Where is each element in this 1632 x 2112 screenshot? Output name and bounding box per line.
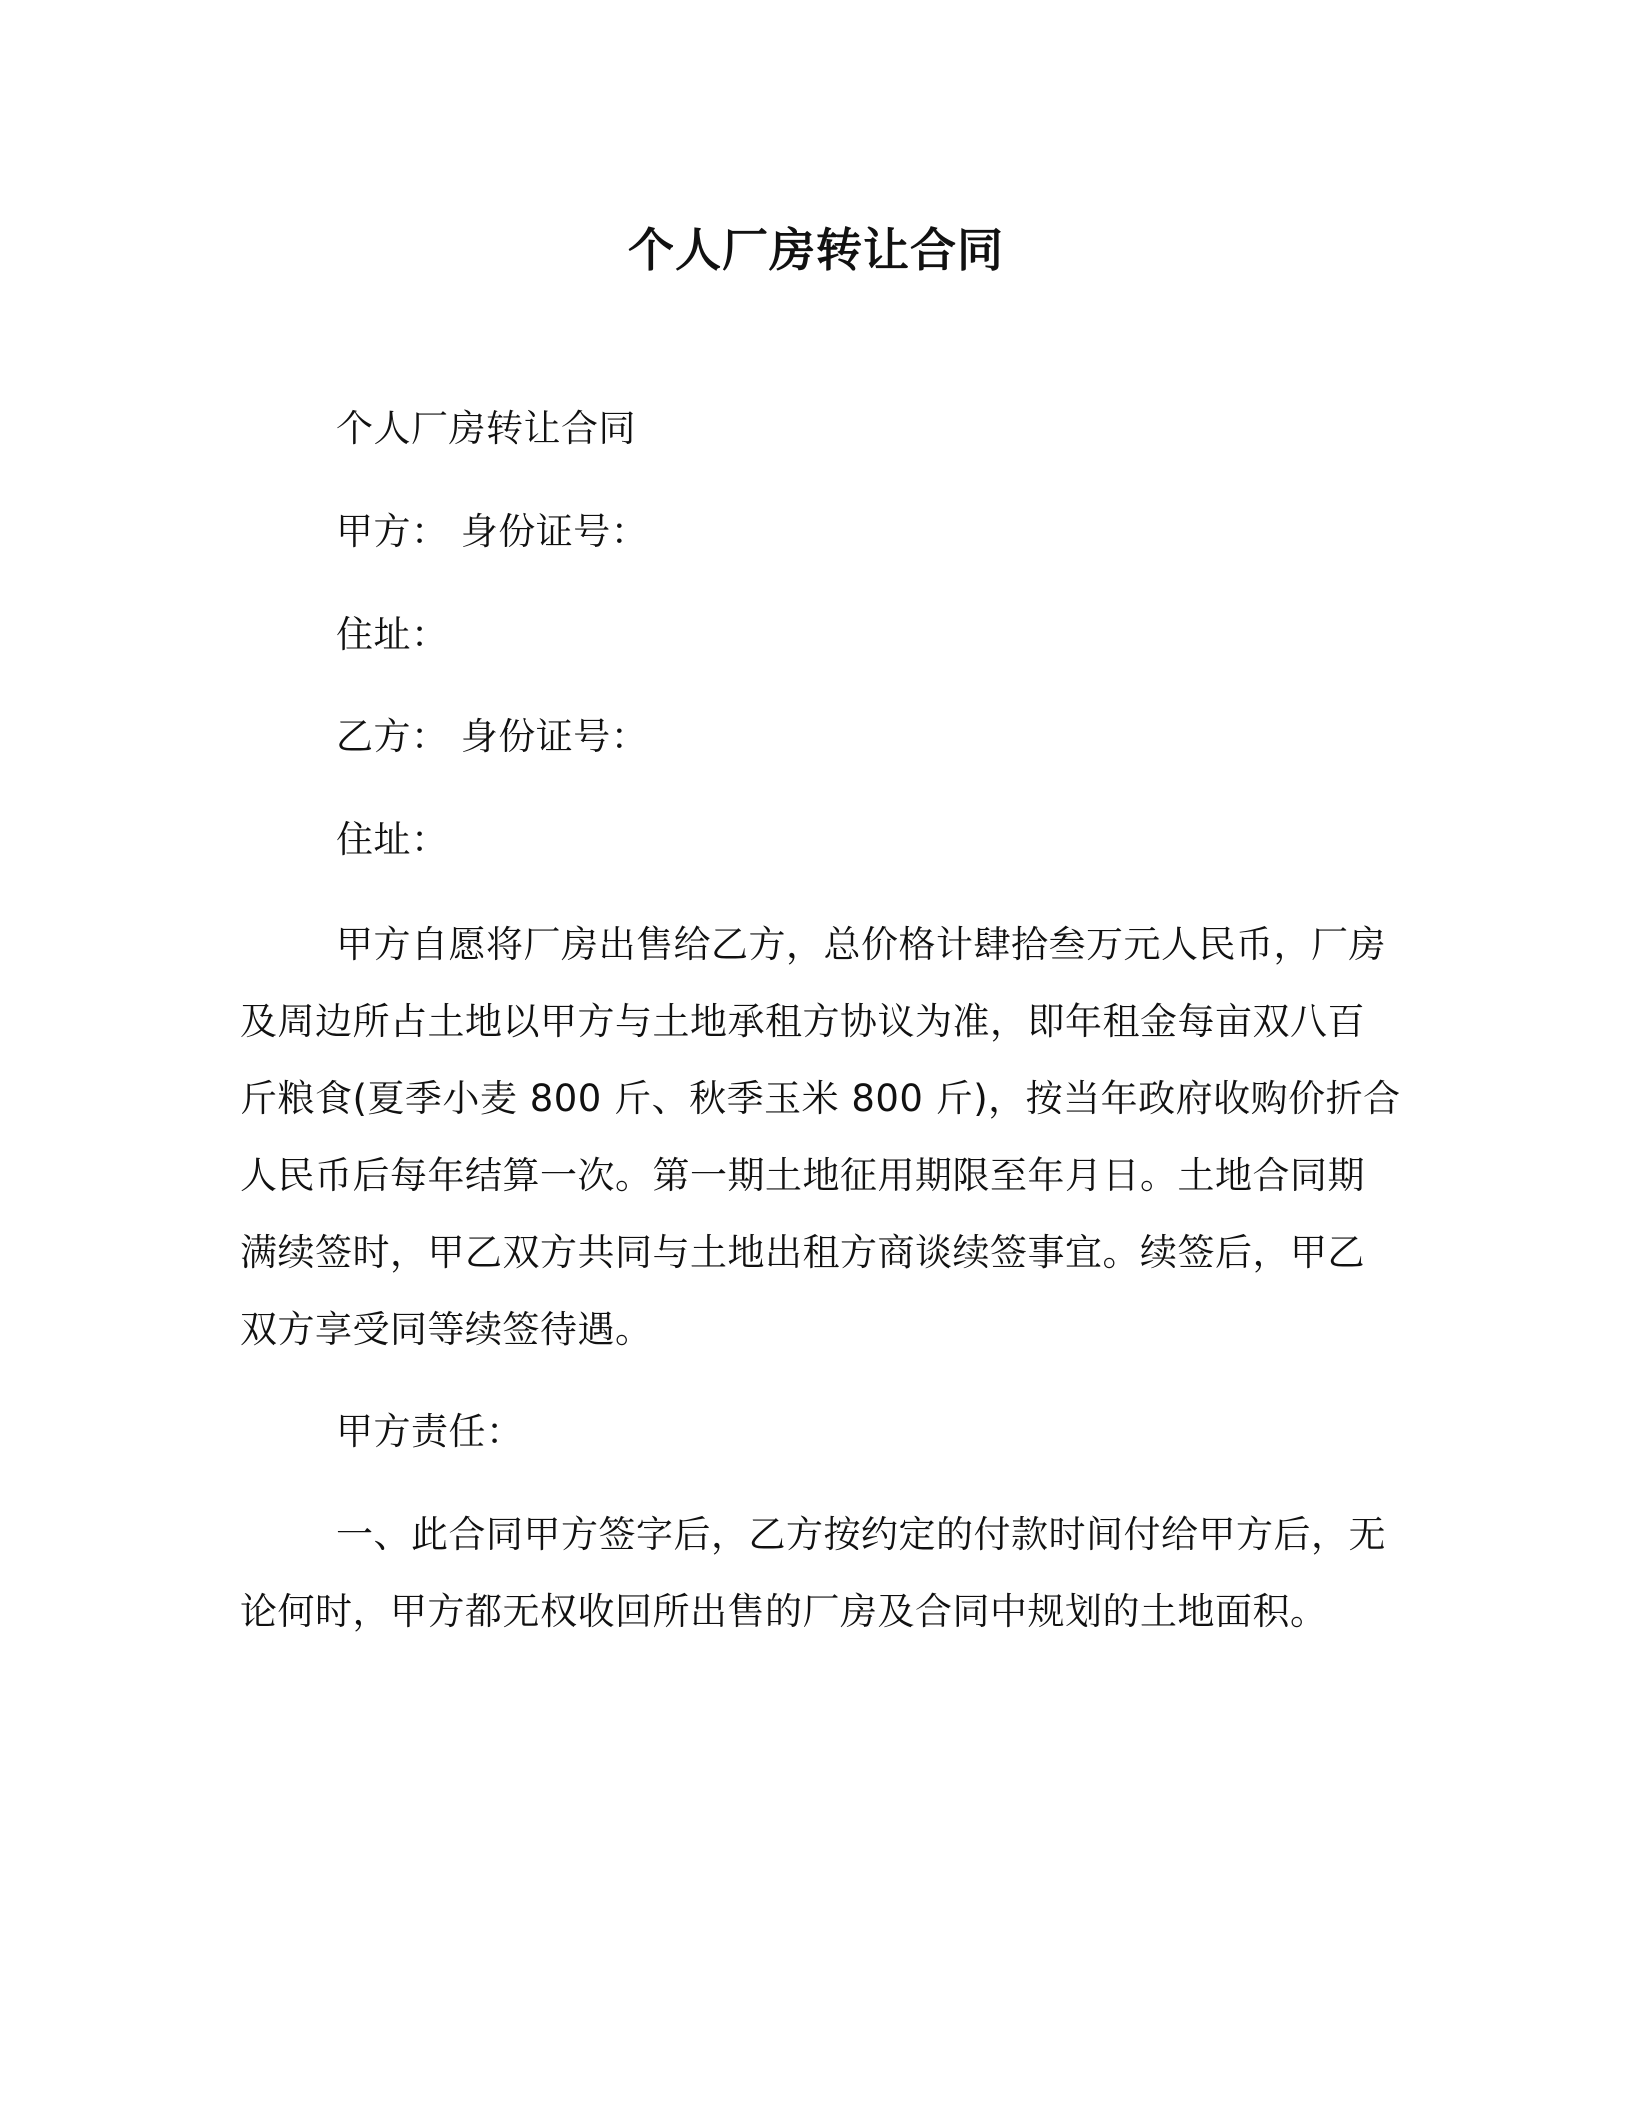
party-a-address: 住址：: [336, 613, 449, 656]
clause-line: 论何时，甲方都无权收回所出售的厂房及合同中规划的土地面积。: [240, 1590, 1328, 1633]
paragraph-line: 甲方自愿将厂房出售给乙方，总价格计肆拾叁万元人民币，厂房: [336, 923, 1386, 966]
paragraph-line: 人民币后每年结算一次。第一期土地征用期限至年月日。土地合同期: [240, 1154, 1365, 1197]
paragraph-line: 斤粮食(夏季小麦 800 斤、秋季玉米 800 斤)，按当年政府收购价折合: [240, 1077, 1401, 1120]
party-b-address: 住址：: [336, 818, 449, 861]
paragraph-line: 满续签时，甲乙双方共同与土地出租方商谈续签事宜。续签后，甲乙: [240, 1231, 1365, 1274]
document-title: 个人厂房转让合同: [628, 223, 1004, 277]
paragraph-line: 双方享受同等续签待遇。: [240, 1308, 653, 1351]
party-a-line: 甲方： 身份证号：: [336, 510, 649, 553]
subtitle: 个人厂房转让合同: [336, 407, 636, 450]
section-heading: 甲方责任：: [336, 1410, 524, 1453]
party-b-line: 乙方： 身份证号：: [336, 715, 649, 758]
clause-line: 一、此合同甲方签字后，乙方按约定的付款时间付给甲方后，无: [336, 1513, 1386, 1556]
paragraph-line: 及周边所占土地以甲方与土地承租方协议为准，即年租金每亩双八百: [240, 1000, 1365, 1043]
